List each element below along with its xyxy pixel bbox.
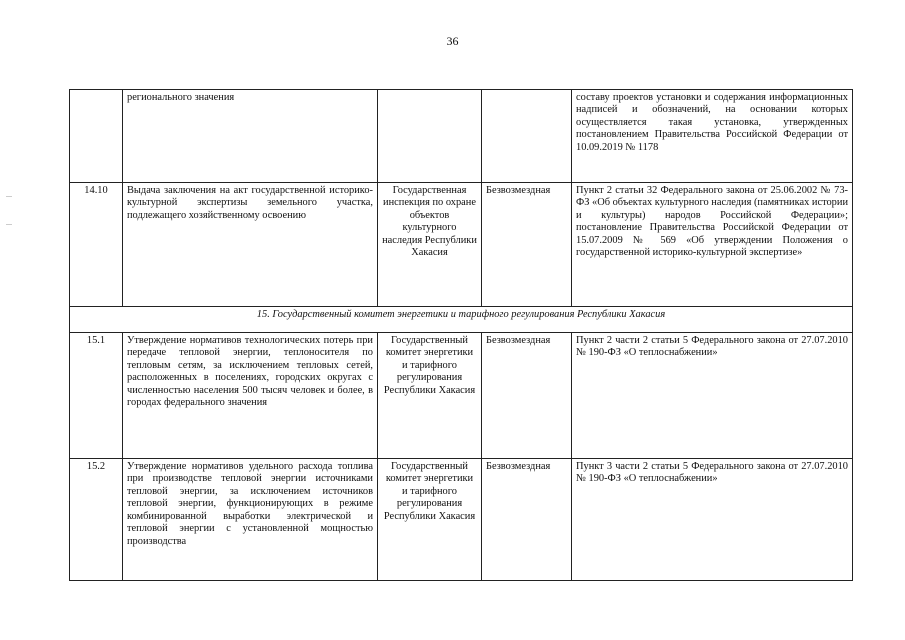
row-number: 14.10 — [70, 183, 123, 307]
legal-basis: составу проектов установки и содержания информационных надписей и обозначений, на основании которых осуществляется такая установка, утвержденных постановлением Правительства Российской Федерации от 10.09.2019 № 1178 — [572, 90, 853, 183]
fee-type — [482, 90, 572, 183]
table-row — [70, 333, 853, 459]
fee-type: Безвозмездная — [482, 459, 572, 581]
legal-basis: Пункт 3 части 2 статьи 5 Федерального закона от 27.07.2010 № 190-ФЗ «О теплоснабжении» — [572, 459, 853, 581]
row-number: 15.2 — [70, 459, 123, 581]
margin-mark — [6, 224, 12, 225]
service-name: регионального значения — [123, 90, 378, 183]
page-number: 36 — [446, 34, 459, 48]
service-name: Утверждение нормативов технологических потерь при передаче тепловой энергии, теплоносителя по тепловым сетям, за исключением тепловых сетей, расположенных в поселениях, городских округах с численностью населения 500 тысяч человек и более, в городах федерального значения — [123, 333, 378, 459]
row-number: 15.1 — [70, 333, 123, 459]
table-row — [70, 459, 853, 581]
row-number — [70, 90, 123, 183]
service-name: Выдача заключения на акт государственной историко-культурной экспертизы земельного участка, подлежащего хозяйственному освоению — [123, 183, 378, 307]
margin-mark — [6, 196, 12, 197]
authority-name — [378, 90, 482, 183]
legal-basis: Пункт 2 статьи 32 Федерального закона от 25.06.2002 № 73-ФЗ «Об объектах культурного наследия (памятниках истории и культуры) народов Российской Федерации»; постановление Правительства Российской Федерации от 15.07.2009 № 569 «Об утверждении Положения о государственной историко-культурной экспертизе» — [572, 183, 853, 307]
fee-type: Безвозмездная — [482, 333, 572, 459]
legal-basis: Пункт 2 части 2 статьи 5 Федерального закона от 27.07.2010 № 190-ФЗ «О теплоснабжении» — [572, 333, 853, 459]
section-row — [70, 307, 853, 333]
authority-name: Государственный комитет энергетики и тарифного регулирования Республики Хакасия — [378, 333, 482, 459]
fee-type: Безвозмездная — [482, 183, 572, 307]
authority-name: Государственный комитет энергетики и тарифного регулирования Республики Хакасия — [378, 459, 482, 581]
table-row — [70, 90, 853, 183]
services-table — [69, 89, 853, 581]
table-row — [70, 183, 853, 307]
service-name: Утверждение нормативов удельного расхода топлива при производстве тепловой энергии источниками тепловой энергии, за исключением источников тепловой энергии, функционирующих в режиме комбинированной выработки электрической и тепловой энергии с установленной мощностью производства — [123, 459, 378, 581]
authority-name: Государственная инспекция по охране объектов культурного наследия Республики Хакасия — [378, 183, 482, 307]
section-heading: 15. Государственный комитет энергетики и тарифного регулирования Республики Хакасия — [70, 307, 853, 333]
